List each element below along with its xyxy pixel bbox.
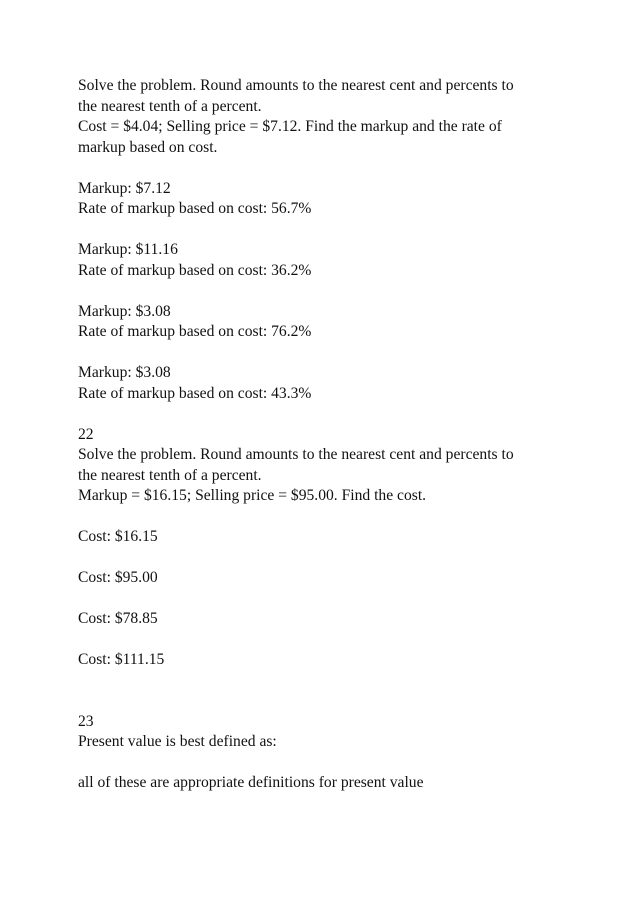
spacer xyxy=(78,281,598,302)
q22-option-d: Cost: $111.15 xyxy=(78,651,165,668)
spacer xyxy=(78,404,598,425)
q21-option-a-rate: Rate of markup based on cost: 56.7% xyxy=(78,200,312,217)
q21-option-c-rate: Rate of markup based on cost: 76.2% xyxy=(78,323,312,340)
spacer xyxy=(78,507,598,528)
q23-question: Present value is best defined as: xyxy=(78,733,277,750)
q22-option-a: Cost: $16.15 xyxy=(78,528,158,545)
q21-option-d-rate: Rate of markup based on cost: 43.3% xyxy=(78,384,312,402)
q23-number: 23 xyxy=(78,712,94,730)
q21-option-b-rate: Rate of markup based on cost: 36.2% xyxy=(78,261,312,279)
document-body xyxy=(78,76,598,794)
q21-instruction-line-1: Solve the problem. Round amounts to the nearest cent and percents to xyxy=(78,77,514,94)
q22-number: 22 xyxy=(78,425,94,443)
q21-question-line-2: markup based on cost. xyxy=(78,138,218,156)
q22-question: Markup = $16.15; Selling price = $95.00. Find the cost. xyxy=(78,487,427,504)
spacer xyxy=(78,753,598,774)
q21-question-line-1: Cost = $4.04; Selling price = $7.12. Find the markup and the rate of xyxy=(78,118,502,135)
spacer xyxy=(78,548,598,569)
spacer xyxy=(78,589,598,610)
q22-option-c: Cost: $78.85 xyxy=(78,610,158,627)
q21-option-c-markup: Markup: $3.08 xyxy=(78,302,171,320)
q21-option-a-markup: Markup: $7.12 xyxy=(78,179,171,197)
q22-instruction-line-2: the nearest tenth of a percent. xyxy=(78,466,262,484)
q22-option-b: Cost: $95.00 xyxy=(78,569,158,586)
q23-answer: all of these are appropriate definitions for present value xyxy=(78,774,424,791)
q22-instruction-line-1: Solve the problem. Round amounts to the nearest cent and percents to xyxy=(78,446,514,463)
q21-option-b-markup: Markup: $11.16 xyxy=(78,241,178,258)
q21-option-d-markup: Markup: $3.08 xyxy=(78,364,171,381)
spacer xyxy=(78,220,598,241)
spacer xyxy=(78,343,598,364)
q21-instruction-line-2: the nearest tenth of a percent. xyxy=(78,97,262,115)
spacer xyxy=(78,158,598,179)
spacer xyxy=(78,671,598,712)
spacer xyxy=(78,630,598,651)
